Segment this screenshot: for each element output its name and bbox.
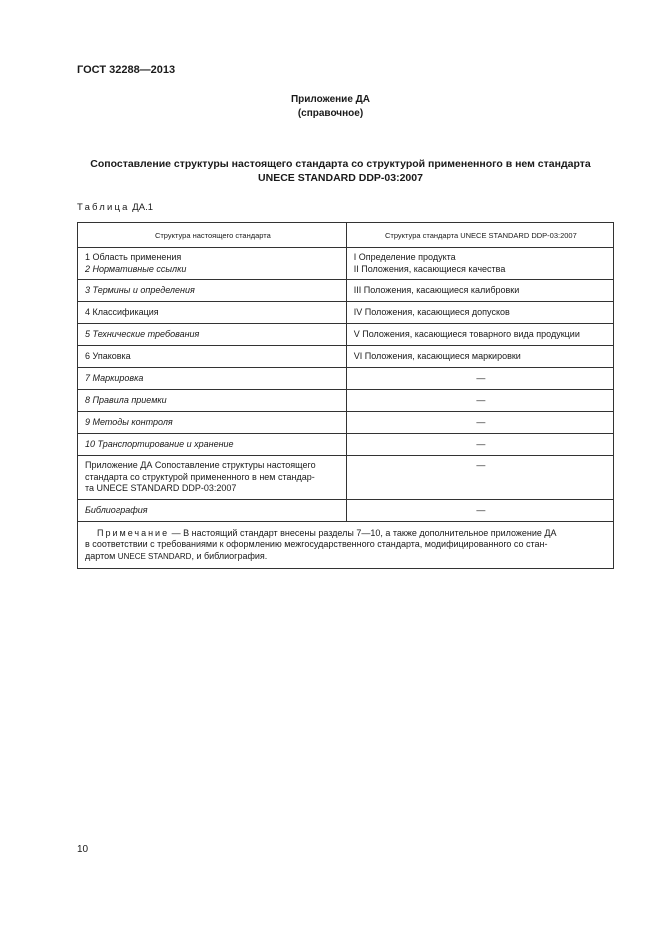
note-label: Примечание bbox=[97, 527, 170, 538]
row-right-cell: III Положения, касающиеся калибровки bbox=[346, 280, 613, 302]
table-row bbox=[78, 280, 614, 302]
row-left-line: 1 Область применения bbox=[85, 252, 182, 262]
table-row bbox=[78, 368, 614, 390]
table-row bbox=[78, 346, 614, 368]
note-text-1: — В настоящий стандарт внесены разделы 7—10, а также дополнительное приложение ДА bbox=[171, 527, 557, 538]
row-right-cell: IV Положения, касающиеся допусков bbox=[346, 302, 613, 324]
table-row bbox=[78, 302, 614, 324]
table-row bbox=[78, 324, 614, 346]
row-right-cell bbox=[346, 248, 613, 280]
dash-mark: — bbox=[476, 504, 486, 515]
page-number: 10 bbox=[77, 844, 89, 855]
annex-title: Приложение ДА bbox=[290, 94, 371, 105]
document-code: ГОСТ 32288—2013 bbox=[77, 64, 176, 76]
table-note-row bbox=[78, 521, 614, 569]
dash-mark: — bbox=[476, 395, 486, 405]
row-left-cell: 10 Транспортирование и хранение bbox=[78, 434, 347, 456]
dash-mark: — bbox=[476, 373, 486, 383]
header-left: Структура настоящего стандарта bbox=[78, 223, 347, 248]
table-caption bbox=[77, 202, 153, 213]
row-right-cell bbox=[346, 368, 613, 390]
row-left-cell: 6 Упаковка bbox=[78, 346, 347, 368]
row-left-line: 2 Нормативные ссылки bbox=[85, 263, 187, 274]
comparison-title-line1: Сопоставление структуры настоящего стандарта со структурой примененного в нем стандарта bbox=[90, 158, 591, 170]
table-row bbox=[78, 248, 614, 280]
note-line bbox=[85, 551, 608, 563]
row-left-cell: 4 Классификация bbox=[78, 302, 347, 324]
table-row bbox=[78, 434, 614, 456]
note-text-2: в соответствии с требованиями к оформлению межгосударственного стандарта, модифицированного со стан- bbox=[85, 539, 548, 549]
table-header-row bbox=[78, 223, 614, 248]
row-left-line: Приложение ДА Сопоставление структуры настоящего bbox=[85, 460, 316, 470]
table-note bbox=[78, 521, 614, 569]
row-right-cell bbox=[346, 434, 613, 456]
table-row bbox=[78, 412, 614, 434]
dash-mark: — bbox=[476, 460, 486, 470]
dash-mark: — bbox=[476, 417, 486, 427]
table-row bbox=[78, 456, 614, 500]
row-left-cell: 9 Методы контроля bbox=[78, 412, 347, 434]
row-right-cell bbox=[346, 499, 613, 521]
note-line bbox=[85, 528, 608, 540]
table-row bbox=[78, 499, 614, 521]
header-right: Структура стандарта UNECE STANDARD DDP-03:2007 bbox=[346, 223, 613, 248]
row-right-cell: V Положения, касающиеся товарного вида продукции bbox=[346, 324, 613, 346]
annex-heading bbox=[0, 93, 661, 121]
comparison-title bbox=[60, 157, 621, 185]
row-right-cell bbox=[346, 412, 613, 434]
row-left-cell: 8 Правила приемки bbox=[78, 390, 347, 412]
row-right-cell: VI Положения, касающиеся маркировки bbox=[346, 346, 613, 368]
row-right-line: II Положения, касающиеся качества bbox=[353, 263, 506, 274]
row-left-cell: 3 Термины и определения bbox=[78, 280, 347, 302]
note-text-3a: дартом bbox=[85, 550, 116, 561]
row-right-line: I Определение продукта bbox=[353, 252, 456, 262]
note-text-3c: , и библиография. bbox=[191, 550, 268, 561]
row-left-line: стандарта со структурой примененного в нем стандар- bbox=[85, 471, 315, 482]
row-right-cell bbox=[346, 456, 613, 500]
dash-mark: — bbox=[476, 439, 486, 449]
table-row bbox=[78, 390, 614, 412]
table-caption-number: ДА.1 bbox=[132, 202, 153, 213]
row-left-cell bbox=[78, 248, 347, 280]
structure-comparison-table bbox=[77, 222, 614, 569]
row-left-cell bbox=[78, 456, 347, 500]
annex-type: (справочное) bbox=[297, 108, 364, 119]
table-caption-label: Таблица bbox=[77, 202, 130, 213]
row-left-cell: 5 Технические требования bbox=[78, 324, 347, 346]
row-left-cell: 7 Маркировка bbox=[78, 368, 347, 390]
row-right-cell bbox=[346, 390, 613, 412]
row-left-line: та UNECE STANDARD DDP-03:2007 bbox=[85, 483, 237, 493]
comparison-title-line2: UNECE STANDARD DDP-03:2007 bbox=[258, 172, 423, 184]
row-left-cell: Библиография bbox=[78, 499, 347, 521]
note-text-3b: UNECE STANDARD bbox=[117, 551, 192, 561]
